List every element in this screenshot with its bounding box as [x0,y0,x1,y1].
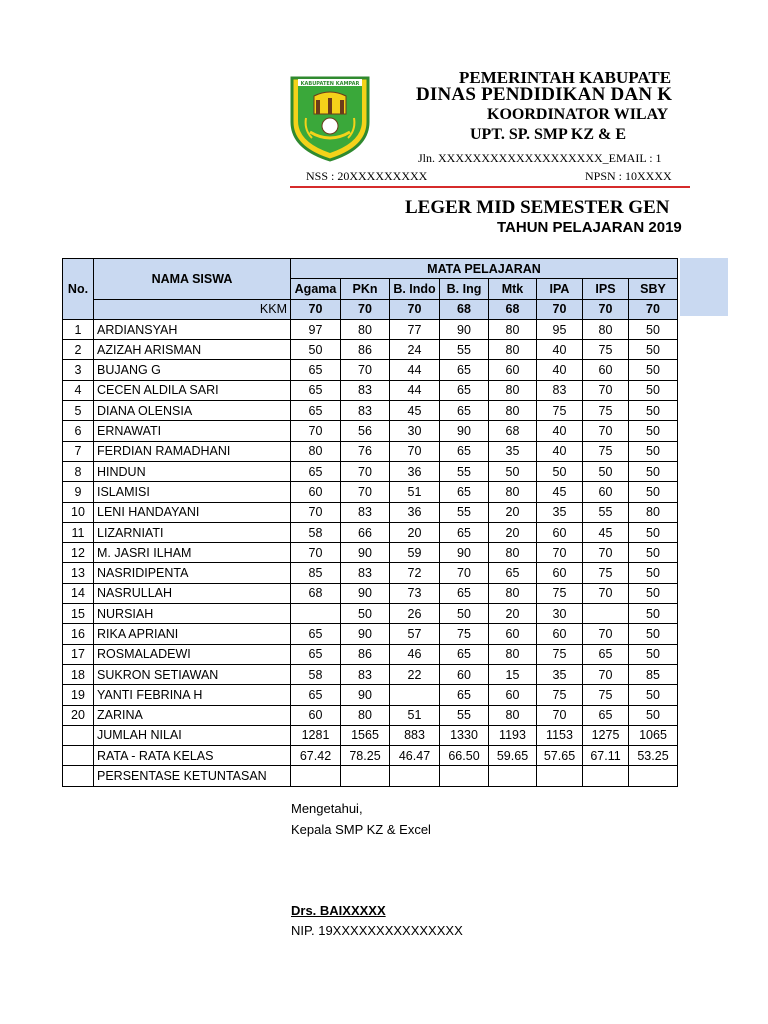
grade-cell: 70 [341,360,390,380]
grade-cell: 70 [291,543,341,563]
kkm-value: 68 [489,299,537,319]
summary-row [63,746,678,766]
grade-cell: 26 [390,604,440,624]
gov-line: PEMERINTAH KABUPATE [459,68,672,87]
table-row [63,563,678,583]
grade-cell: 85 [291,563,341,583]
grade-cell: 51 [390,482,440,502]
grade-cell: 44 [390,380,440,400]
header-divider [290,186,690,188]
grade-cell: 65 [440,522,489,542]
row-number: 3 [63,360,94,380]
grade-cell: 76 [341,441,390,461]
grade-cell: 90 [341,624,390,644]
principal-title: Kepala SMP KZ & Excel [291,822,431,837]
grade-cell: 45 [390,401,440,421]
summary-label: PERSENTASE KETUNTASAN [94,766,291,786]
row-number: 15 [63,604,94,624]
grade-cell: 20 [489,604,537,624]
grade-cell: 70 [583,624,629,644]
grade-cell: 80 [489,482,537,502]
grade-cell: 80 [489,543,537,563]
coordinator-line: KOORDINATOR WILAY [487,106,669,123]
grade-cell [291,604,341,624]
kkm-value: 70 [291,299,341,319]
student-name: LIZARNIATI [94,522,291,542]
grade-cell: 80 [341,705,390,725]
grade-cell: 50 [629,543,678,563]
grade-cell: 36 [390,461,440,481]
grade-cell: 30 [537,604,583,624]
kkm-label: KKM [94,299,291,319]
acknowledged-label: Mengetahui, [291,801,363,816]
grade-cell: 59 [390,543,440,563]
grade-cell: 50 [629,421,678,441]
summary-value [291,766,341,786]
summary-value [341,766,390,786]
grade-cell: 86 [341,340,390,360]
table-row [63,360,678,380]
grade-cell: 60 [537,522,583,542]
kkm-value: 70 [341,299,390,319]
grade-cell: 75 [537,401,583,421]
grade-cell: 20 [390,522,440,542]
grade-cell: 83 [341,563,390,583]
subject-header: PKn [341,279,390,299]
grade-cell: 55 [440,502,489,522]
grade-cell: 50 [629,482,678,502]
grade-cell: 50 [629,319,678,339]
student-name: BUJANG G [94,360,291,380]
grade-cell: 70 [583,421,629,441]
grade-cell: 40 [537,360,583,380]
summary-value: 46.47 [390,746,440,766]
grade-cell: 60 [489,360,537,380]
grade-cell: 57 [390,624,440,644]
grade-cell: 22 [390,664,440,684]
grade-cell: 95 [537,319,583,339]
table-row [63,522,678,542]
student-name: LENI HANDAYANI [94,502,291,522]
grade-cell: 50 [440,604,489,624]
grade-cell: 75 [583,401,629,421]
row-number: 20 [63,705,94,725]
grade-cell: 65 [440,583,489,603]
grade-cell: 50 [629,340,678,360]
grade-cell: 80 [489,644,537,664]
row-number: 4 [63,380,94,400]
grade-cell: 65 [440,685,489,705]
grade-cell: 60 [489,685,537,705]
grade-cell: 90 [341,543,390,563]
grade-cell: 50 [629,360,678,380]
grade-cell: 68 [291,583,341,603]
grade-cell: 20 [489,522,537,542]
grade-cell: 80 [341,319,390,339]
grade-cell: 65 [440,482,489,502]
grade-cell: 90 [440,543,489,563]
grade-cell: 80 [489,340,537,360]
grade-cell: 35 [537,502,583,522]
row-number: 8 [63,461,94,481]
grade-cell: 83 [537,380,583,400]
summary-row [63,766,678,786]
grade-cell: 50 [537,461,583,481]
kkm-row [63,299,678,319]
summary-value: 67.11 [583,746,629,766]
student-name: ROSMALADEWI [94,644,291,664]
grade-cell: 60 [291,482,341,502]
summary-value: 53.25 [629,746,678,766]
table-row [63,543,678,563]
subject-header: IPA [537,279,583,299]
grade-cell: 50 [629,685,678,705]
table-row [63,421,678,441]
grade-cell: 44 [390,360,440,380]
grade-cell: 70 [390,441,440,461]
student-name: M. JASRI ILHAM [94,543,291,563]
grade-cell: 40 [537,340,583,360]
grade-cell: 15 [489,664,537,684]
grade-cell: 60 [537,563,583,583]
grade-cell: 50 [629,604,678,624]
grade-cell: 35 [489,441,537,461]
table-row [63,705,678,725]
row-number: 5 [63,401,94,421]
dept-line: DINAS PENDIDIKAN DAN K [416,84,673,105]
student-name: ZARINA [94,705,291,725]
grade-cell: 75 [537,644,583,664]
grade-cell: 90 [440,421,489,441]
grade-cell: 70 [440,563,489,583]
student-name: ISLAMISI [94,482,291,502]
grade-cell: 70 [291,421,341,441]
address-line: Jln. XXXXXXXXXXXXXXXXXXX_EMAIL : 1 [418,151,662,165]
grade-cell: 70 [583,543,629,563]
grade-cell: 45 [583,522,629,542]
grade-cell: 60 [583,360,629,380]
grade-cell: 65 [440,644,489,664]
grade-cell: 20 [489,502,537,522]
grade-cell: 85 [629,664,678,684]
grade-cell: 65 [440,360,489,380]
summary-value: 1153 [537,725,583,745]
summary-value: 1193 [489,725,537,745]
grade-cell: 86 [341,644,390,664]
summary-value: 1275 [583,725,629,745]
grade-cell: 72 [390,563,440,583]
grade-cell: 50 [341,604,390,624]
summary-label: RATA - RATA KELAS [94,746,291,766]
summary-value: 883 [390,725,440,745]
row-number: 17 [63,644,94,664]
grade-cell: 50 [583,461,629,481]
grade-cell: 60 [537,624,583,644]
summary-value: 59.65 [489,746,537,766]
grade-cell: 70 [583,664,629,684]
document-title: LEGER MID SEMESTER GEN [405,197,670,218]
grade-cell: 50 [629,522,678,542]
grade-cell: 77 [390,319,440,339]
summary-blank [63,746,94,766]
logo-text: KABUPATEN KAMPAR [300,81,360,87]
col-name-header: NAMA SISWA [94,259,291,300]
summary-value: 67.42 [291,746,341,766]
row-number: 12 [63,543,94,563]
table-row [63,583,678,603]
row-number: 10 [63,502,94,522]
grade-cell [390,685,440,705]
grade-cell: 65 [583,644,629,664]
grade-cell: 90 [341,583,390,603]
summary-value: 66.50 [440,746,489,766]
grade-cell: 97 [291,319,341,339]
summary-row [63,725,678,745]
grade-cell: 58 [291,522,341,542]
subject-header: B. Indo [390,279,440,299]
grade-cell: 30 [390,421,440,441]
grade-cell: 73 [390,583,440,603]
grade-cell: 46 [390,644,440,664]
summary-value [489,766,537,786]
summary-value [583,766,629,786]
grade-cell: 83 [341,380,390,400]
col-no-header: No. [63,259,94,320]
grade-cell: 80 [489,380,537,400]
grade-cell: 80 [489,705,537,725]
grade-cell: 50 [629,380,678,400]
grade-cell: 65 [440,401,489,421]
grade-cell: 80 [583,319,629,339]
summary-blank [63,725,94,745]
summary-blank [63,766,94,786]
grade-cell: 65 [291,644,341,664]
row-number: 7 [63,441,94,461]
summary-value [390,766,440,786]
grade-cell: 55 [440,705,489,725]
header-band-overflow [680,258,728,316]
grade-cell: 83 [341,401,390,421]
table-row [63,441,678,461]
col-subjects-header: MATA PELAJARAN [291,259,678,279]
summary-value [629,766,678,786]
row-number: 16 [63,624,94,644]
summary-label: JUMLAH NILAI [94,725,291,745]
grade-cell: 65 [291,624,341,644]
subject-header: Mtk [489,279,537,299]
grade-cell: 45 [537,482,583,502]
row-number: 14 [63,583,94,603]
table-row [63,340,678,360]
grade-cell: 68 [489,421,537,441]
row-number: 13 [63,563,94,583]
grade-cell: 50 [629,461,678,481]
table-row [63,685,678,705]
student-name: YANTI FEBRINA H [94,685,291,705]
row-number: 19 [63,685,94,705]
subject-header: Agama [291,279,341,299]
grade-cell: 80 [489,401,537,421]
grade-cell: 65 [440,441,489,461]
student-name: AZIZAH ARISMAN [94,340,291,360]
kkm-value: 68 [440,299,489,319]
grade-cell: 70 [537,543,583,563]
grade-cell: 50 [629,705,678,725]
table-row [63,461,678,481]
grade-cell: 55 [440,461,489,481]
summary-value: 1065 [629,725,678,745]
table-row [63,502,678,522]
principal-name: Drs. BAIXXXXX [291,903,386,918]
kkm-value: 70 [629,299,678,319]
kkm-value: 70 [537,299,583,319]
school-line: UPT. SP. SMP KZ & E [470,126,627,143]
student-rows [63,319,678,786]
grade-cell: 35 [537,664,583,684]
grade-cell: 24 [390,340,440,360]
student-name: ERNAWATI [94,421,291,441]
grade-cell: 58 [291,664,341,684]
grade-cell: 51 [390,705,440,725]
grade-cell: 60 [583,482,629,502]
grade-cell: 50 [629,644,678,664]
student-name: RIKA APRIANI [94,624,291,644]
student-name: ARDIANSYAH [94,319,291,339]
table-row [63,319,678,339]
grade-cell: 40 [537,421,583,441]
student-name: SUKRON SETIAWAN [94,664,291,684]
summary-value: 1330 [440,725,489,745]
grade-cell: 50 [629,583,678,603]
summary-value: 57.65 [537,746,583,766]
grade-cell: 65 [583,705,629,725]
grade-cell: 80 [291,441,341,461]
row-number: 1 [63,319,94,339]
table-row [63,401,678,421]
table-row [63,644,678,664]
summary-value [537,766,583,786]
grade-ledger-table [62,258,678,787]
student-name: NASRIDIPENTA [94,563,291,583]
row-number: 6 [63,421,94,441]
grade-cell: 55 [440,340,489,360]
grade-cell: 75 [583,563,629,583]
grade-cell: 40 [537,441,583,461]
student-name: FERDIAN RAMADHANI [94,441,291,461]
kkm-value: 70 [390,299,440,319]
nss-text: NSS : 20XXXXXXXXX [306,169,428,183]
grade-cell: 80 [489,583,537,603]
table-row [63,482,678,502]
grade-cell: 75 [583,441,629,461]
summary-value: 1281 [291,725,341,745]
grade-cell: 70 [583,583,629,603]
grade-cell: 65 [291,360,341,380]
student-name: DIANA OLENSIA [94,401,291,421]
student-name: CECEN ALDILA SARI [94,380,291,400]
subject-header: SBY [629,279,678,299]
grade-cell: 70 [341,482,390,502]
grade-cell: 65 [291,401,341,421]
grade-cell: 65 [489,563,537,583]
student-name: HINDUN [94,461,291,481]
grade-cell: 65 [440,380,489,400]
grade-cell: 75 [440,624,489,644]
grade-cell: 75 [537,583,583,603]
grade-cell: 55 [583,502,629,522]
grade-cell: 75 [583,685,629,705]
subject-header: B. Ing [440,279,489,299]
grade-cell: 70 [341,461,390,481]
grade-cell: 90 [440,319,489,339]
grade-cell: 90 [341,685,390,705]
grade-cell: 80 [489,319,537,339]
grade-cell: 60 [489,624,537,644]
kkm-value: 70 [583,299,629,319]
grade-cell: 70 [583,380,629,400]
row-number: 2 [63,340,94,360]
grade-cell: 60 [440,664,489,684]
regency-seal-logo [288,74,372,162]
table-row [63,624,678,644]
grade-cell: 65 [291,380,341,400]
subject-header: IPS [583,279,629,299]
table-row [63,664,678,684]
grade-cell: 50 [291,340,341,360]
grade-cell: 36 [390,502,440,522]
row-number: 11 [63,522,94,542]
grade-cell: 50 [629,563,678,583]
grade-cell: 83 [341,664,390,684]
grade-cell: 50 [629,441,678,461]
grade-cell: 75 [583,340,629,360]
grade-cell: 50 [489,461,537,481]
document-subtitle: TAHUN PELAJARAN 2019 [497,219,682,236]
summary-value: 78.25 [341,746,390,766]
principal-nip: NIP. 19XXXXXXXXXXXXXXX [291,923,463,938]
grade-cell: 70 [291,502,341,522]
grade-cell: 60 [291,705,341,725]
table-row [63,380,678,400]
npsn-text: NPSN : 10XXXX [585,169,672,183]
student-name: NASRULLAH [94,583,291,603]
grade-cell: 65 [291,461,341,481]
student-name: NURSIAH [94,604,291,624]
grade-cell: 50 [629,401,678,421]
grade-cell: 65 [291,685,341,705]
grade-cell: 70 [537,705,583,725]
grade-cell: 56 [341,421,390,441]
grade-cell: 75 [537,685,583,705]
grade-cell: 80 [629,502,678,522]
grade-cell: 83 [341,502,390,522]
row-number: 18 [63,664,94,684]
grade-cell [583,604,629,624]
row-number: 9 [63,482,94,502]
grade-cell: 66 [341,522,390,542]
summary-value [440,766,489,786]
table-row [63,604,678,624]
summary-value: 1565 [341,725,390,745]
grade-cell: 50 [629,624,678,644]
